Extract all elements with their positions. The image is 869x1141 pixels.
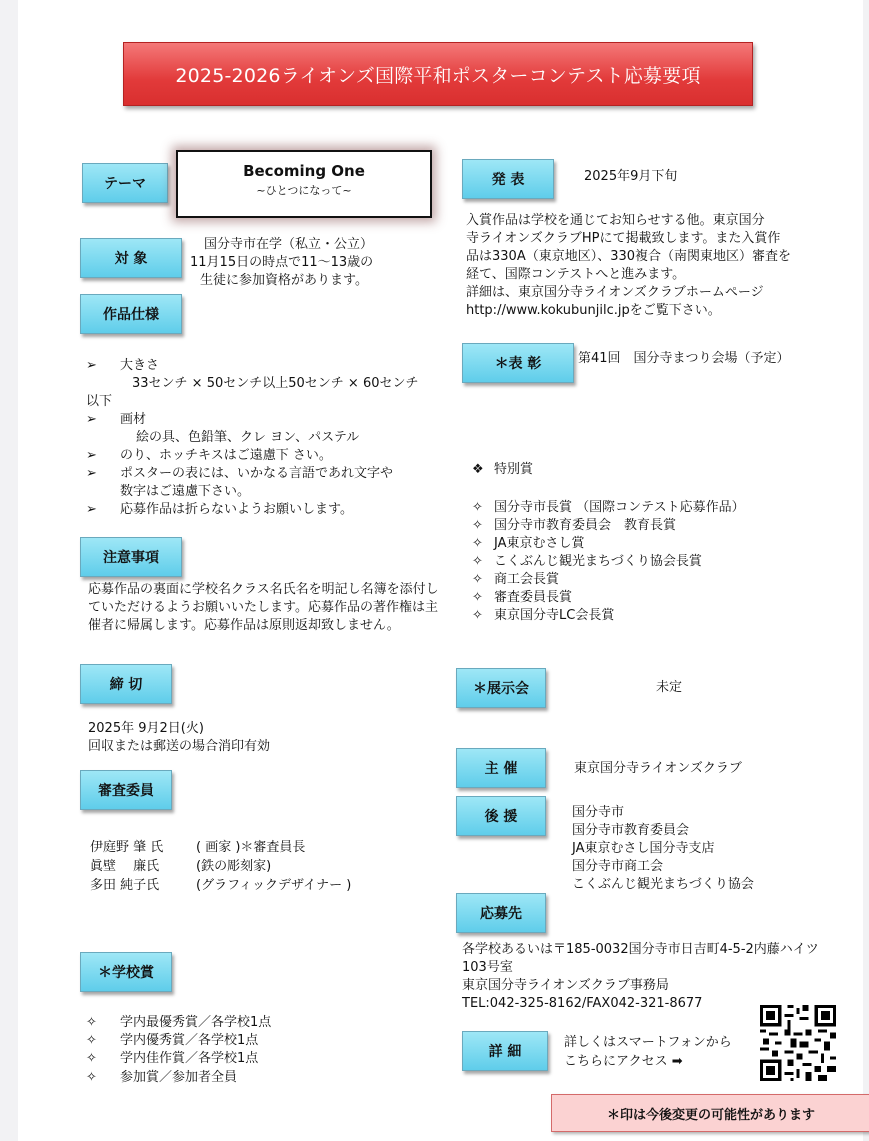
support-item: 国分寺市商工会 [572, 859, 664, 874]
support-item: JA東京むさし国分寺支店 [572, 841, 715, 856]
support-item: 国分寺市 [572, 805, 625, 820]
announce-line: 寺ライオンズクラブHPにて掲載致します。また入賞作 [466, 231, 781, 246]
award-item: ✧ こくぶんじ観光まちづくり協会長賞 [472, 554, 702, 569]
label-judges: 審査委員 [80, 770, 172, 810]
label-target: 対 象 [80, 238, 182, 278]
caution-text: 応募作品の裏面に学校名クラス名氏名を明記し名簿を添付していただけるようお願いいたします。応募作品の著作権は主催者に帰属します。応募作品は原則返却致しません。 [88, 582, 439, 633]
label-school-award: ＊学校賞 [80, 952, 172, 992]
award-list [472, 499, 812, 625]
label-announce: 発 表 [462, 159, 554, 199]
submit-line: TEL:042-325-8162/FAX042-321-8677 [462, 996, 703, 1011]
poster-page [18, 0, 863, 1141]
deadline-date: 2025年 9月2日(火) [88, 721, 204, 736]
submit-address [462, 941, 862, 1013]
support-item: こくぶんじ観光まちづくり協会 [572, 877, 754, 892]
label-submit: 応募先 [456, 893, 546, 933]
school-award-item: ✧ 参加賞／参加者全員 [86, 1070, 238, 1085]
spec-item: ➢ のり、ホッチキスはご遠慮下 さい。 [86, 448, 332, 463]
label-support: 後 援 [456, 796, 546, 836]
label-exhibit: ＊展示会 [456, 668, 546, 708]
special-award-heading: ❖ 特別賞 [472, 462, 534, 477]
submit-line: 各学校あるいは〒185-0032国分寺市日吉町4-5-2内藤ハイツ [462, 942, 819, 957]
page-title: 2025-2026ライオンズ国際平和ポスターコンテスト応募要項 [123, 42, 753, 106]
label-spec: 作品仕様 [80, 294, 182, 334]
award-item: ✧ 審査委員長賞 [472, 590, 573, 605]
announce-line: 入賞作品は学校を通じてお知らせする他。東京国分 [466, 213, 765, 228]
spec-item: 33センチ × 50センチ以上50センチ × 60センチ [132, 376, 419, 391]
award-item: ✧ JA東京むさし賞 [472, 536, 585, 551]
announce-date: 2025年9月下旬 [584, 169, 678, 184]
theme-main: Becoming One [243, 162, 365, 180]
label-award: ＊表 彰 [462, 343, 574, 383]
theme-sub: ~ひとつになって~ [256, 184, 352, 197]
submit-line: 103号室 [462, 960, 513, 975]
award-item: ✧ 国分寺市長賞 （国際コンテスト応募作品） [472, 500, 745, 515]
award-place: 第41回 国分寺まつり会場（予定） [578, 351, 790, 366]
announce-line: 詳細は、東京国分寺ライオンズクラブホームページ [466, 285, 764, 300]
spec-list [86, 357, 446, 519]
announce-text [466, 212, 826, 320]
label-host: 主 催 [456, 748, 546, 788]
judge-row: 眞壁 廉氏 (鉄の彫刻家) [90, 859, 272, 874]
spec-item: ➢ 画材 [86, 412, 147, 427]
deadline-note: 回収または郵送の場合消印有効 [88, 739, 271, 754]
announce-line: 品は330A（東京地区）、330複合（南関東地区）審査を [466, 249, 792, 264]
judge-row: 多田 純子氏 (グラフィックデザイナー ) [90, 878, 352, 893]
theme-box [176, 150, 432, 218]
label-theme: テーマ [82, 163, 168, 203]
label-detail: 詳 細 [462, 1031, 548, 1071]
spec-item: 数字はご遠慮下さい。 [120, 484, 251, 499]
detail-line-2[interactable]: こちらにアクセス ➡ [564, 1054, 683, 1069]
change-notice: ＊印は今後変更の可能性があります [551, 1094, 869, 1132]
judge-row: 伊庭野 肇 氏 ( 画家 )＊審査員長 [90, 840, 306, 855]
target-line-1: 国分寺市在学（私立・公立） [204, 237, 374, 252]
spec-item: ➢ ポスターの表には、いかなる言語であれ文字や [86, 466, 394, 481]
school-award-item: ✧ 学内優秀賞／各学校1点 [86, 1033, 259, 1048]
exhibit-value: 未定 [656, 680, 683, 695]
award-item: ✧ 国分寺市教育委員会 教育長賞 [472, 518, 677, 533]
target-line-2: 11月15日の時点で11～13歳の [190, 255, 374, 270]
award-item: ✧ 商工会長賞 [472, 572, 560, 587]
target-line-3: 生徒に参加資格があります。 [200, 273, 368, 288]
submit-line: 東京国分寺ライオンズクラブ事務局 [462, 978, 669, 993]
host-value: 東京国分寺ライオンズクラブ [574, 761, 742, 776]
label-deadline: 締 切 [80, 664, 172, 704]
label-caution: 注意事項 [80, 537, 182, 577]
spec-item: ➢ 大きさ [86, 358, 160, 373]
spec-item: 絵の具、色鉛筆、クレ ヨン、パステル [136, 430, 360, 445]
spec-item: 以下 [86, 394, 113, 409]
award-item: ✧ 東京国分寺LC会長賞 [472, 608, 615, 623]
announce-line: http://www.kokubunjilc.jpをご覧下さい。 [466, 303, 721, 318]
support-list [572, 804, 832, 894]
detail-line-1: 詳しくはスマートフォンから [564, 1035, 732, 1050]
support-item: 国分寺市教育委員会 [572, 823, 690, 838]
announce-line: 経て、国際コンテストへと進みます。 [466, 267, 686, 282]
qr-code-icon[interactable] [760, 1005, 836, 1081]
school-award-item: ✧ 学内最優秀賞／各学校1点 [86, 1015, 272, 1030]
spec-item: ➢ 応募作品は折らないようお願いします。 [86, 502, 353, 517]
school-award-item: ✧ 学内佳作賞／各学校1点 [86, 1051, 259, 1066]
